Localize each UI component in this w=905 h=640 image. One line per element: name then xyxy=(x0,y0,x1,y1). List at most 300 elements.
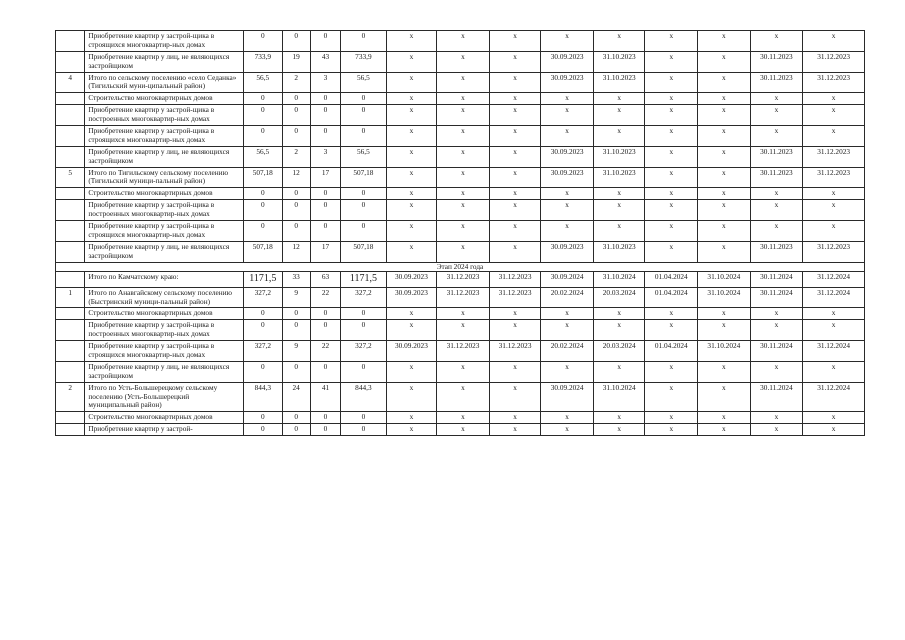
table-cell: x xyxy=(386,412,437,424)
table-cell: 3 xyxy=(310,146,340,167)
table-cell: 0 xyxy=(341,126,387,147)
table-cell: x xyxy=(437,31,490,52)
table-cell: x xyxy=(386,167,437,188)
table-cell: x xyxy=(541,361,594,382)
table-cell: x xyxy=(803,221,865,242)
row-name: Приобретение квартир у лиц, не являющихся застройщиком xyxy=(85,361,244,382)
table-cell: 0 xyxy=(310,221,340,242)
table-cell: x xyxy=(386,105,437,126)
row-name: Приобретение квартир у лиц, не являющихся застройщиком xyxy=(85,241,244,262)
row-number xyxy=(56,272,85,287)
table-cell: 31.12.2023 xyxy=(803,146,865,167)
table-cell: x xyxy=(698,93,751,105)
table-row xyxy=(56,424,865,436)
table-cell: 0 xyxy=(341,93,387,105)
table-cell: 30.09.2024 xyxy=(541,272,594,287)
table-cell: 31.10.2023 xyxy=(593,72,645,93)
table-cell: x xyxy=(698,167,751,188)
table-cell: 9 xyxy=(282,341,310,362)
table-cell: 0 xyxy=(310,412,340,424)
table-cell: x xyxy=(489,51,541,72)
table-cell: x xyxy=(437,361,490,382)
table-cell: x xyxy=(803,424,865,436)
table-cell: x xyxy=(803,188,865,200)
table-cell: 0 xyxy=(341,361,387,382)
table-row xyxy=(56,51,865,72)
row-number xyxy=(56,188,85,200)
table-cell: x xyxy=(593,412,645,424)
table-cell: x xyxy=(386,146,437,167)
table-cell: x xyxy=(489,241,541,262)
program-table xyxy=(55,30,865,436)
table-row xyxy=(56,272,865,287)
table-cell: 0 xyxy=(282,93,310,105)
table-cell: 30.11.2024 xyxy=(750,341,803,362)
table-cell: 0 xyxy=(244,424,282,436)
table-cell: x xyxy=(593,31,645,52)
table-cell: x xyxy=(645,105,698,126)
table-row xyxy=(56,412,865,424)
table-cell: x xyxy=(489,31,541,52)
table-cell: x xyxy=(386,93,437,105)
table-cell: 0 xyxy=(244,308,282,320)
table-cell: x xyxy=(750,221,803,242)
row-number xyxy=(56,105,85,126)
table-cell: x xyxy=(645,424,698,436)
table-cell: 3 xyxy=(310,72,340,93)
table-cell: x xyxy=(803,93,865,105)
table-cell: 56,5 xyxy=(244,72,282,93)
table-cell: 31.12.2024 xyxy=(803,272,865,287)
table-cell: 0 xyxy=(282,188,310,200)
row-number xyxy=(56,308,85,320)
table-cell: 19 xyxy=(282,51,310,72)
row-number xyxy=(56,200,85,221)
table-cell: 327,2 xyxy=(341,287,387,308)
table-cell: 22 xyxy=(310,341,340,362)
table-cell: 0 xyxy=(341,105,387,126)
table-cell: x xyxy=(386,241,437,262)
table-cell: 0 xyxy=(341,412,387,424)
table-cell: x xyxy=(750,31,803,52)
table-cell: x xyxy=(437,105,490,126)
table-cell: x xyxy=(593,361,645,382)
table-cell: 9 xyxy=(282,287,310,308)
table-cell: 0 xyxy=(310,105,340,126)
table-cell: 20.03.2024 xyxy=(593,341,645,362)
table-cell: 31.12.2024 xyxy=(803,341,865,362)
row-number: 1 xyxy=(56,287,85,308)
table-cell: x xyxy=(645,241,698,262)
table-cell: x xyxy=(593,126,645,147)
table-cell: 507,18 xyxy=(244,241,282,262)
table-cell: 0 xyxy=(282,308,310,320)
table-cell: 30.11.2024 xyxy=(750,272,803,287)
table-cell: 0 xyxy=(282,221,310,242)
table-cell: x xyxy=(541,412,594,424)
table-cell: x xyxy=(489,167,541,188)
row-name: Итого по Анавгайскому сельскому поселению (Быстринский муници-пальный район) xyxy=(85,287,244,308)
table-cell: 0 xyxy=(310,424,340,436)
table-cell: x xyxy=(645,167,698,188)
row-number: 5 xyxy=(56,167,85,188)
table-cell: 30.09.2023 xyxy=(541,146,594,167)
table-cell: x xyxy=(645,51,698,72)
table-row xyxy=(56,221,865,242)
table-cell: x xyxy=(489,188,541,200)
table-cell: 844,3 xyxy=(244,382,282,412)
table-cell: x xyxy=(645,31,698,52)
table-cell: 30.09.2023 xyxy=(386,287,437,308)
table-cell: 30.09.2023 xyxy=(386,272,437,287)
table-cell: 31.12.2023 xyxy=(437,341,490,362)
table-cell: 2 xyxy=(282,146,310,167)
row-name: Приобретение квартир у застрой-щика в построенных многоквартир-ных домах xyxy=(85,200,244,221)
table-cell: 31.12.2023 xyxy=(489,341,541,362)
table-cell: x xyxy=(645,361,698,382)
table-cell: 41 xyxy=(310,382,340,412)
table-cell: x xyxy=(698,221,751,242)
table-cell: x xyxy=(386,188,437,200)
table-cell: 01.04.2024 xyxy=(645,341,698,362)
table-row xyxy=(56,320,865,341)
table-cell: x xyxy=(437,412,490,424)
table-cell: 0 xyxy=(310,126,340,147)
table-cell: 0 xyxy=(244,105,282,126)
table-cell: x xyxy=(698,361,751,382)
table-cell: 31.12.2024 xyxy=(803,287,865,308)
table-cell: 31.10.2023 xyxy=(593,167,645,188)
table-cell: 31.10.2024 xyxy=(698,272,751,287)
table-row xyxy=(56,361,865,382)
table-cell: 0 xyxy=(244,412,282,424)
table-cell: 0 xyxy=(341,200,387,221)
row-number xyxy=(56,221,85,242)
table-cell: 327,2 xyxy=(244,287,282,308)
table-row xyxy=(56,241,865,262)
row-number xyxy=(56,412,85,424)
table-cell: x xyxy=(750,105,803,126)
table-cell: x xyxy=(541,188,594,200)
table-cell: x xyxy=(437,424,490,436)
table-cell: 1171,5 xyxy=(341,272,387,287)
table-cell: 30.09.2023 xyxy=(541,167,594,188)
table-row xyxy=(56,105,865,126)
table-cell: x xyxy=(698,51,751,72)
table-cell: x xyxy=(645,320,698,341)
table-cell: x xyxy=(437,308,490,320)
table-cell: 30.09.2024 xyxy=(541,382,594,412)
table-cell: 30.11.2023 xyxy=(750,72,803,93)
table-cell: x xyxy=(437,126,490,147)
table-cell: 31.10.2024 xyxy=(698,341,751,362)
table-cell: 17 xyxy=(310,241,340,262)
table-cell: 01.04.2024 xyxy=(645,272,698,287)
table-cell: 31.12.2023 xyxy=(437,287,490,308)
table-cell: 31.10.2024 xyxy=(698,287,751,308)
table-cell: 0 xyxy=(244,200,282,221)
table-cell: x xyxy=(593,200,645,221)
row-name: Приобретение квартир у лиц, не являющихся застройщиком xyxy=(85,146,244,167)
table-cell: x xyxy=(437,221,490,242)
table-cell: x xyxy=(437,320,490,341)
table-row xyxy=(56,308,865,320)
table-cell: x xyxy=(386,382,437,412)
table-cell: x xyxy=(593,308,645,320)
table-cell: x xyxy=(489,200,541,221)
table-cell: 56,5 xyxy=(341,146,387,167)
table-cell: 20.03.2024 xyxy=(593,287,645,308)
table-cell: x xyxy=(803,361,865,382)
table-cell: x xyxy=(803,31,865,52)
table-cell: x xyxy=(698,412,751,424)
table-cell: x xyxy=(698,188,751,200)
table-cell: x xyxy=(541,320,594,341)
table-cell: x xyxy=(750,424,803,436)
table-cell: 30.09.2023 xyxy=(386,341,437,362)
table-cell: x xyxy=(489,412,541,424)
table-cell: 0 xyxy=(282,361,310,382)
row-name: Итого по Камчатскому краю: xyxy=(85,272,244,287)
table-cell: 0 xyxy=(282,424,310,436)
table-cell: 31.12.2023 xyxy=(803,72,865,93)
table-cell: x xyxy=(437,188,490,200)
table-cell: 33 xyxy=(282,272,310,287)
table-cell: 01.04.2024 xyxy=(645,287,698,308)
table-cell: 0 xyxy=(282,31,310,52)
table-cell: x xyxy=(698,146,751,167)
table-cell: x xyxy=(593,320,645,341)
table-cell: 0 xyxy=(341,188,387,200)
table-cell: 43 xyxy=(310,51,340,72)
table-cell: x xyxy=(750,200,803,221)
table-cell: 17 xyxy=(310,167,340,188)
table-cell: x xyxy=(698,320,751,341)
table-cell: 31.12.2024 xyxy=(803,382,865,412)
table-cell: x xyxy=(437,167,490,188)
table-cell: x xyxy=(437,241,490,262)
row-name: Итого по Тигильскому сельскому поселению (Тигильский муници-пальный район) xyxy=(85,167,244,188)
row-number xyxy=(56,51,85,72)
table-cell: 12 xyxy=(282,167,310,188)
table-cell: x xyxy=(593,424,645,436)
row-name: Строительство многоквартирных домов xyxy=(85,188,244,200)
table-cell: x xyxy=(386,200,437,221)
table-cell: x xyxy=(645,126,698,147)
table-cell: 0 xyxy=(310,361,340,382)
table-cell: 0 xyxy=(244,126,282,147)
row-name: Приобретение квартир у лиц, не являющихся застройщиком xyxy=(85,51,244,72)
table-cell: 22 xyxy=(310,287,340,308)
table-cell: x xyxy=(386,126,437,147)
table-cell: x xyxy=(541,126,594,147)
row-name: Строительство многоквартирных домов xyxy=(85,308,244,320)
row-number xyxy=(56,146,85,167)
table-cell: x xyxy=(803,308,865,320)
table-cell: 0 xyxy=(244,221,282,242)
table-cell: x xyxy=(803,320,865,341)
table-cell: 0 xyxy=(282,200,310,221)
table-row xyxy=(56,31,865,52)
table-row xyxy=(56,188,865,200)
table-row xyxy=(56,93,865,105)
table-cell: x xyxy=(489,93,541,105)
table-cell: x xyxy=(386,308,437,320)
table-cell: x xyxy=(541,308,594,320)
table-cell: 0 xyxy=(310,31,340,52)
table-cell: 0 xyxy=(341,31,387,52)
table-cell: x xyxy=(386,361,437,382)
table-cell: 20.02.2024 xyxy=(541,341,594,362)
table-cell: x xyxy=(645,412,698,424)
table-cell: x xyxy=(489,361,541,382)
table-cell: 0 xyxy=(341,320,387,341)
table-cell: 0 xyxy=(282,320,310,341)
table-cell: x xyxy=(645,93,698,105)
row-name: Строительство многоквартирных домов xyxy=(85,412,244,424)
table-cell: 0 xyxy=(341,424,387,436)
table-cell: x xyxy=(593,188,645,200)
table-cell: x xyxy=(489,221,541,242)
table-row xyxy=(56,167,865,188)
table-cell: 31.10.2023 xyxy=(593,51,645,72)
table-cell: 31.10.2024 xyxy=(593,272,645,287)
table-cell: x xyxy=(386,51,437,72)
row-number: 2 xyxy=(56,382,85,412)
table-cell: 327,2 xyxy=(244,341,282,362)
table-cell: 31.10.2023 xyxy=(593,146,645,167)
table-cell: x xyxy=(698,31,751,52)
table-cell: 30.11.2023 xyxy=(750,146,803,167)
table-row xyxy=(56,146,865,167)
table-cell: 31.12.2023 xyxy=(803,241,865,262)
table-cell: 733,9 xyxy=(341,51,387,72)
table-cell: 20.02.2024 xyxy=(541,287,594,308)
table-cell: x xyxy=(386,320,437,341)
table-cell: 0 xyxy=(310,200,340,221)
row-name: Приобретение квартир у застрой-щика в строящихся многоквартир-ных домах xyxy=(85,341,244,362)
stage-row xyxy=(56,262,865,272)
table-cell: 2 xyxy=(282,72,310,93)
table-cell: x xyxy=(541,105,594,126)
table-cell: 0 xyxy=(341,308,387,320)
table-cell: x xyxy=(750,308,803,320)
table-cell: 0 xyxy=(244,188,282,200)
table-cell: 1171,5 xyxy=(244,272,282,287)
table-cell: x xyxy=(593,221,645,242)
table-cell: x xyxy=(437,146,490,167)
table-cell: 0 xyxy=(282,126,310,147)
table-cell: x xyxy=(489,146,541,167)
row-name: Приобретение квартир у застрой-щика в строящихся многоквартир-ных домах xyxy=(85,126,244,147)
table-cell: x xyxy=(541,200,594,221)
table-cell: 0 xyxy=(244,320,282,341)
table-cell: x xyxy=(541,93,594,105)
row-name: Приобретение квартир у застрой-щика в строящихся многоквартир-ных домах xyxy=(85,221,244,242)
table-cell: x xyxy=(645,382,698,412)
table-cell: 0 xyxy=(244,361,282,382)
table-cell: x xyxy=(489,424,541,436)
table-cell: x xyxy=(803,412,865,424)
table-cell: x xyxy=(386,221,437,242)
table-cell: x xyxy=(803,105,865,126)
row-number xyxy=(56,424,85,436)
table-cell: x xyxy=(645,308,698,320)
table-cell: x xyxy=(541,31,594,52)
table-cell: 31.12.2023 xyxy=(489,287,541,308)
table-cell: x xyxy=(750,93,803,105)
table-row xyxy=(56,382,865,412)
table-cell: 327,2 xyxy=(341,341,387,362)
table-cell: 0 xyxy=(282,412,310,424)
table-cell: x xyxy=(698,382,751,412)
row-number xyxy=(56,93,85,105)
table-cell: x xyxy=(489,72,541,93)
table-cell: 30.09.2023 xyxy=(541,51,594,72)
row-name: Итого по Усть-Большерецкому сельскому поселению (Усть-Большерецкий муниципальный район) xyxy=(85,382,244,412)
table-cell: x xyxy=(489,105,541,126)
table-cell: 56,5 xyxy=(341,72,387,93)
table-cell: 733,9 xyxy=(244,51,282,72)
table-cell: x xyxy=(593,93,645,105)
table-cell: x xyxy=(437,51,490,72)
table-cell: x xyxy=(750,361,803,382)
table-cell: x xyxy=(386,31,437,52)
table-cell: x xyxy=(698,424,751,436)
table-cell: x xyxy=(803,126,865,147)
table-cell: x xyxy=(437,93,490,105)
table-cell: x xyxy=(386,72,437,93)
table-cell: 24 xyxy=(282,382,310,412)
table-cell: 30.09.2023 xyxy=(541,241,594,262)
table-cell: 0 xyxy=(310,308,340,320)
table-row xyxy=(56,287,865,308)
table-cell: x xyxy=(698,105,751,126)
table-cell: 56,5 xyxy=(244,146,282,167)
table-cell: x xyxy=(489,382,541,412)
table-cell: 0 xyxy=(244,93,282,105)
table-cell: x xyxy=(750,320,803,341)
table-cell: x xyxy=(489,126,541,147)
row-name: Приобретение квартир у застрой-щика в построенных многоквартир-ных домах xyxy=(85,105,244,126)
table-cell: x xyxy=(645,200,698,221)
row-number xyxy=(56,361,85,382)
table-cell: 30.11.2023 xyxy=(750,167,803,188)
table-cell: 0 xyxy=(310,188,340,200)
row-name: Итого по сельскому поселению «село Седанка» (Тигильский муни-ципальный район) xyxy=(85,72,244,93)
table-cell: x xyxy=(645,146,698,167)
table-cell: 0 xyxy=(310,320,340,341)
table-cell: x xyxy=(541,424,594,436)
table-cell: x xyxy=(437,200,490,221)
table-cell: 31.12.2023 xyxy=(437,272,490,287)
table-cell: 31.10.2023 xyxy=(593,241,645,262)
table-cell: 31.12.2023 xyxy=(803,51,865,72)
table-cell: x xyxy=(698,126,751,147)
table-cell: 507,18 xyxy=(341,167,387,188)
table-cell: x xyxy=(698,200,751,221)
row-number xyxy=(56,241,85,262)
stage-label: Этап 2024 года xyxy=(56,262,865,272)
table-row xyxy=(56,126,865,147)
table-cell: x xyxy=(803,200,865,221)
row-number xyxy=(56,31,85,52)
table-cell: x xyxy=(645,188,698,200)
table-cell: x xyxy=(489,308,541,320)
table-cell: x xyxy=(698,72,751,93)
table-cell: 31.12.2023 xyxy=(489,272,541,287)
table-cell: x xyxy=(750,412,803,424)
